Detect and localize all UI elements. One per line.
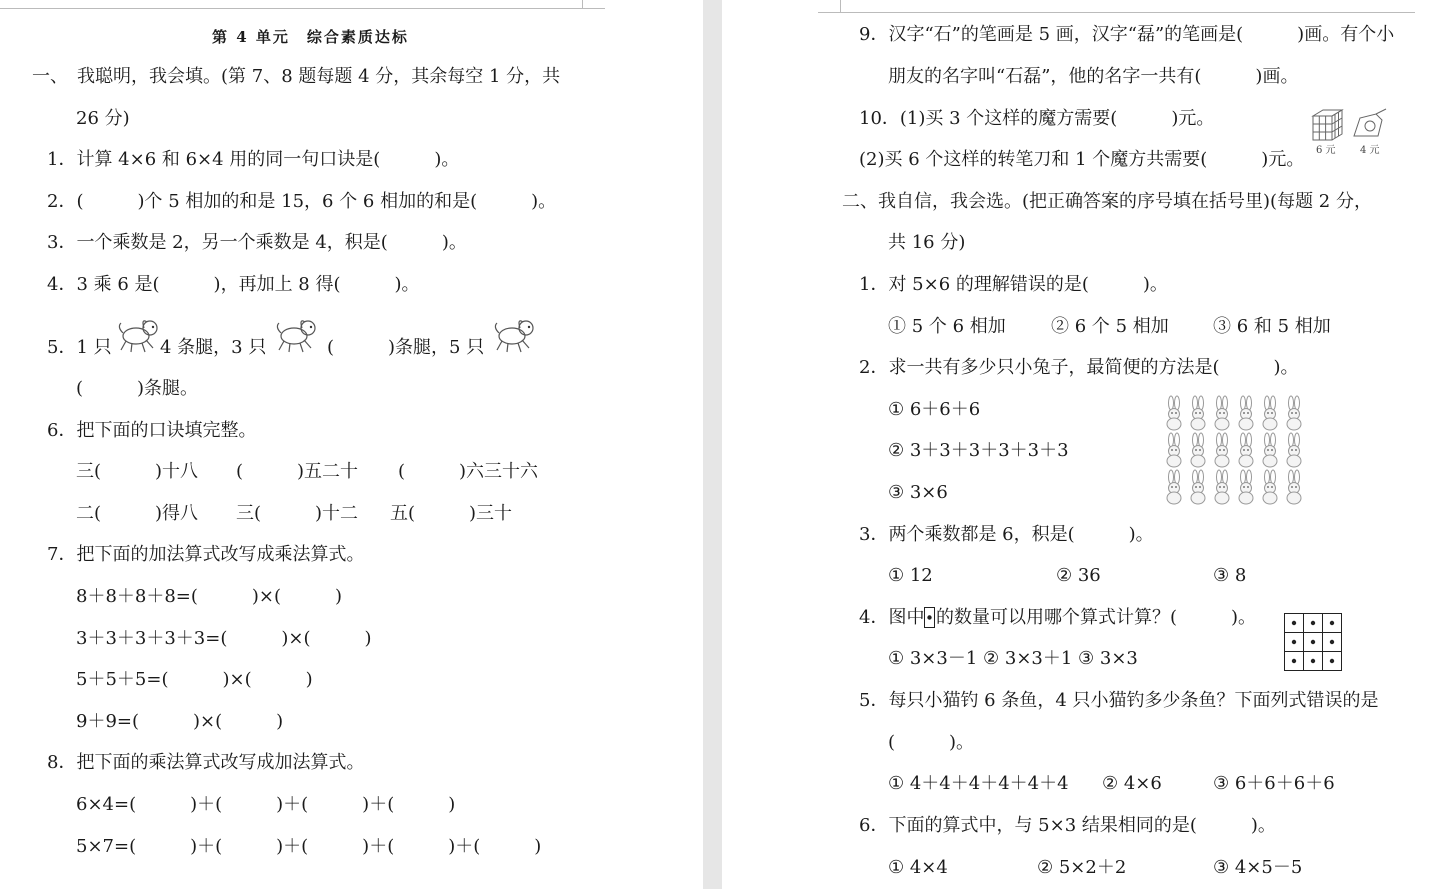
section-1-heading-cont: 26 分) — [76, 108, 130, 129]
rabbit-icon — [1239, 396, 1253, 430]
sharpener-price: 4 元 — [1360, 145, 1380, 156]
choice-option: ③ 3×6 — [888, 482, 948, 503]
choice-option: ② 5×2＋2 — [1037, 857, 1127, 878]
grid-dot — [1330, 621, 1334, 625]
section-1-heading: 一、 我聪明，我会填。(第 7、8 题每题 4 分，其余每空 1 分，共 — [32, 66, 561, 87]
addition-to-multiplication: 8＋8＋8＋8=( )×( ) — [76, 586, 343, 607]
section-2-heading-cont: 共 16 分) — [888, 232, 966, 253]
multiplication-to-addition: 6×4=( )＋( )＋( )＋( ) — [76, 794, 456, 815]
choice-option: ③ 8 — [1213, 565, 1247, 586]
grid-dot — [1292, 621, 1296, 625]
rabbit-icon — [1239, 433, 1253, 467]
rabbit-icon — [1215, 396, 1229, 430]
rabbit-grid-image — [1162, 393, 1312, 503]
dog-image — [272, 314, 320, 354]
choice-question-6: 6．下面的算式中，与 5×3 结果相同的是( )。 — [859, 815, 1276, 836]
rabbit-icon — [1167, 433, 1181, 467]
choice-question-5: 5．每只小猫钓 6 条鱼，4 只小猫钓多少条鱼？下面列式错误的是 — [859, 690, 1379, 711]
question-1: 1．计算 4×6 和 6×4 用的同一句口诀是( )。 — [47, 149, 460, 170]
multiplication-to-addition: 5×7=( )＋( )＋( )＋( )＋( ) — [76, 836, 542, 857]
choice-options: ① 3×3－1 ② 3×3＋1 ③ 3×3 — [888, 648, 1138, 669]
rabbit-icon — [1263, 470, 1277, 504]
rabbit-icon — [1215, 433, 1229, 467]
question-9: 9．汉字“石”的笔画是 5 画，汉字“磊”的笔画是( )画。有个小 — [859, 24, 1395, 45]
rabbit-icon — [1215, 470, 1229, 504]
choice-question-4-part-a: 4．图中 — [859, 607, 925, 628]
question-4: 4．3 乘 6 是( )，再加上 8 得( )。 — [47, 274, 420, 295]
header-rule — [840, 12, 1415, 13]
margin-mark — [818, 12, 840, 13]
rhyme-blank: 二( )得八 — [76, 503, 199, 524]
choice-question-4-part-b: 的数量可以用哪个算式计算？( )。 — [936, 607, 1257, 628]
section-2-heading: 二、我自信，我会选。(把正确答案的序号填在括号里)(每题 2 分， — [842, 191, 1372, 212]
choice-question-1: 1．对 5×6 的理解错误的是( )。 — [859, 274, 1168, 295]
grid-dot — [1311, 640, 1315, 644]
margin-mark — [583, 8, 605, 9]
grid-dot — [1292, 640, 1296, 644]
page-title: 第 4 单元 综合素质达标 — [212, 28, 409, 46]
question-5-part-d: ( )条腿。 — [76, 378, 199, 399]
question-5-part-b: 4 条腿，3 只 — [160, 337, 267, 358]
cube-and-sharpener-image — [1310, 106, 1394, 158]
question-8: 8．把下面的乘法算式改写成加法算式。 — [47, 752, 365, 773]
question-10-part-2: (2)买 6 个这样的转笔刀和 1 个魔方共需要( )元。 — [859, 149, 1305, 170]
rhyme-blank: ( )五二十 — [236, 461, 359, 482]
grid-dot — [1292, 659, 1296, 663]
choice-option: ② 36 — [1056, 565, 1101, 586]
question-5-part-a: 5．1 只 — [47, 337, 112, 358]
rhyme-blank: 五( )三十 — [390, 503, 513, 524]
rabbit-icon — [1191, 470, 1205, 504]
dot-symbol-icon — [924, 607, 936, 629]
addition-to-multiplication: 5＋5＋5=( )×( ) — [76, 669, 313, 690]
choice-option: ① 12 — [888, 565, 933, 586]
question-7: 7．把下面的加法算式改写成乘法算式。 — [47, 544, 365, 565]
left-page — [0, 0, 703, 889]
rabbit-icon — [1167, 396, 1181, 430]
rhyme-blank: ( )六三十六 — [398, 461, 539, 482]
header-rule — [0, 8, 583, 9]
choice-option: ② 4×6 — [1102, 773, 1162, 794]
choice-option: ③ 4×5－5 — [1213, 857, 1303, 878]
choice-option: ① 4＋4＋4＋4＋4＋4 — [888, 773, 1069, 794]
choice-option: ① 5 个 6 相加 — [888, 316, 1006, 337]
addition-to-multiplication: 9＋9=( )×( ) — [76, 711, 284, 732]
question-6: 6．把下面的口诀填完整。 — [47, 420, 257, 441]
dog-image — [490, 314, 538, 354]
choice-question-5-cont: ( )。 — [888, 732, 975, 753]
dog-image — [114, 314, 162, 354]
choice-option: ① 6＋6＋6 — [888, 399, 981, 420]
choice-option: ② 3＋3＋3＋3＋3＋3 — [888, 440, 1069, 461]
choice-question-2: 2．求一共有多少只小兔子，最简便的方法是( )。 — [859, 357, 1299, 378]
grid-dot — [1311, 659, 1315, 663]
dot-grid-image — [1284, 613, 1344, 673]
question-9-cont: 朋友的名字叫“石磊”，他的名字一共有( )画。 — [888, 66, 1299, 87]
choice-question-3: 3．两个乘数都是 6，积是( )。 — [859, 524, 1154, 545]
rabbit-icon — [1191, 433, 1205, 467]
right-page — [722, 0, 1441, 889]
rabbit-icon — [1191, 396, 1205, 430]
cube-price: 6 元 — [1316, 145, 1336, 156]
choice-option: ③ 6 和 5 相加 — [1213, 316, 1331, 337]
choice-option: ② 6 个 5 相加 — [1051, 316, 1169, 337]
choice-option: ③ 6＋6＋6＋6 — [1213, 773, 1335, 794]
rabbit-icon — [1287, 433, 1301, 467]
rabbit-icon — [1287, 470, 1301, 504]
addition-to-multiplication: 3＋3＋3＋3＋3=( )×( ) — [76, 628, 372, 649]
rabbit-icon — [1239, 470, 1253, 504]
rhyme-blank: 三( )十二 — [236, 503, 359, 524]
rhyme-blank: 三( )十八 — [76, 461, 199, 482]
question-2: 2．( )个 5 相加的和是 15，6 个 6 相加的和是( )。 — [47, 191, 557, 212]
grid-dot — [1330, 659, 1334, 663]
question-3: 3．一个乘数是 2，另一个乘数是 4，积是( )。 — [47, 232, 467, 253]
grid-dot — [1311, 621, 1315, 625]
rabbit-icon — [1167, 470, 1181, 504]
rabbit-icon — [1263, 433, 1277, 467]
question-5-part-c: ( )条腿，5 只 — [327, 337, 485, 358]
rabbit-icon — [1263, 396, 1277, 430]
choice-option: ① 4×4 — [888, 857, 948, 878]
question-10-part-1: 10．(1)买 3 个这样的魔方需要( )元。 — [859, 108, 1215, 129]
grid-dot — [1330, 640, 1334, 644]
rabbit-icon — [1287, 396, 1301, 430]
